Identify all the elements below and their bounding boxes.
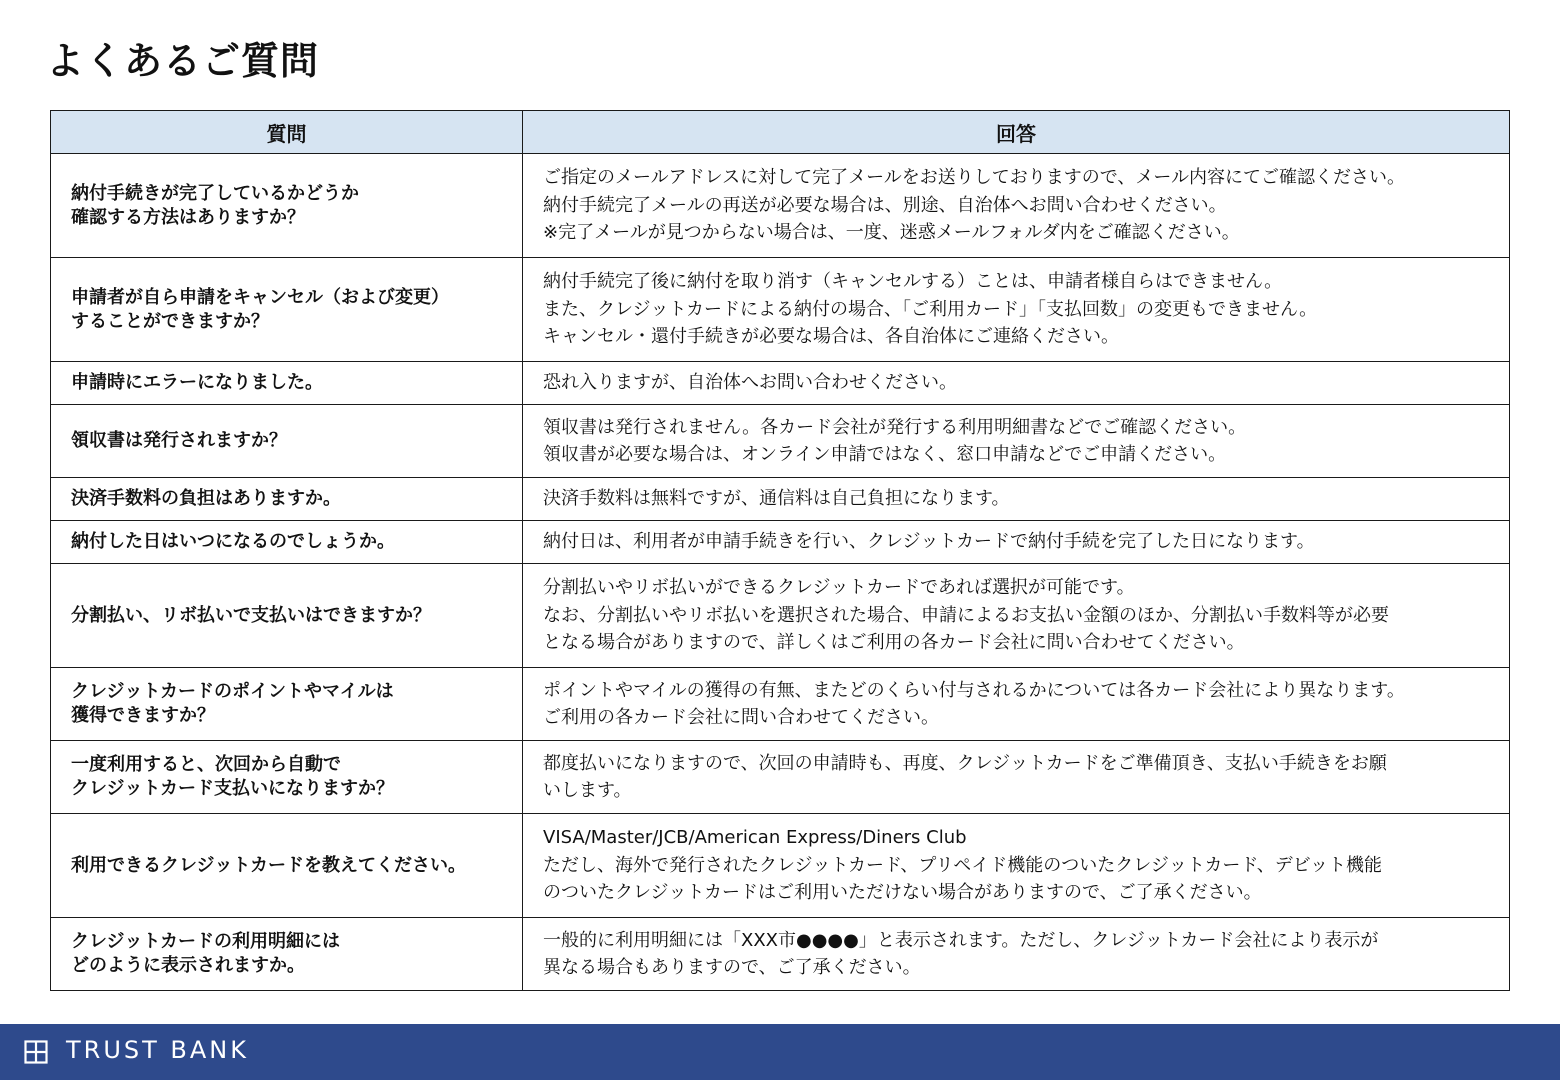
answer-line: ポイントやマイルの獲得の有無、またどのくらい付与されるかについては各カード会社により異なります。 <box>543 679 1405 701</box>
faq-question <box>51 668 523 741</box>
faq-row <box>51 154 1510 258</box>
faq-row <box>51 258 1510 362</box>
faq-question <box>51 362 523 405</box>
answer-line: 一般的に利用明細には「XXX市●●●●」と表示されます。ただし、クレジットカード会社により表示が <box>543 929 1379 951</box>
answer-line: VISA/Master/JCB/American Express/Diners Club <box>543 827 967 849</box>
faq-question <box>51 154 523 258</box>
answer-line: 納付日は、利用者が申請手続きを行い、クレジットカードで納付手続を完了した日になります。 <box>543 531 1315 553</box>
faq-row <box>51 362 1510 405</box>
trust-bank-logo-icon <box>24 1040 48 1064</box>
faq-question <box>51 814 523 918</box>
question-line: することができますか？ <box>71 310 269 332</box>
faq-question <box>51 564 523 668</box>
question-line: 確認する方法はありますか？ <box>71 206 305 228</box>
faq-answer <box>523 521 1510 564</box>
answer-line: のついたクレジットカードはご利用いただけない場合がありますので、ご了承ください。 <box>543 882 1262 904</box>
faq-answer <box>523 258 1510 362</box>
answer-line: ※完了メールが見つからない場合は、一度、迷惑メールフォルダ内をご確認ください。 <box>543 222 1240 244</box>
faq-answer <box>523 741 1510 814</box>
question-line: クレジットカードのポイントやマイルは <box>71 681 394 702</box>
answer-line: 領収書が必要な場合は、オンライン申請ではなく、窓口申請などでご申請ください。 <box>543 444 1227 465</box>
answer-line: となる場合がありますので、詳しくはご利用の各カード会社に問い合わせてください。 <box>543 632 1245 654</box>
answer-line: 納付手続完了メールの再送が必要な場合は、別途、自治体へお問い合わせください。 <box>543 194 1227 216</box>
question-line: クレジットカード支払いになりますか？ <box>71 778 395 799</box>
question-column-header: 質問 <box>51 111 523 154</box>
faq-row <box>51 918 1510 991</box>
faq-answer <box>523 918 1510 991</box>
answer-line: キャンセル・還付手続きが必要な場合は、各自治体にご連絡ください。 <box>543 326 1119 348</box>
faq-header-row <box>51 111 1510 154</box>
faq-row <box>51 814 1510 918</box>
faq-answer <box>523 564 1510 668</box>
question-line: 納付した日はいつになるのでしょうか。 <box>71 531 395 552</box>
faq-question <box>51 478 523 521</box>
answer-line: 恐れ入りますが、自治体へお問い合わせください。 <box>543 372 957 394</box>
question-line: 納付手続きが完了しているかどうか <box>71 182 359 204</box>
question-line: 申請者が自ら申請をキャンセル（および変更） <box>71 286 449 308</box>
faq-answer <box>523 362 1510 405</box>
faq-answer <box>523 814 1510 918</box>
question-line: 利用できるクレジットカードを教えてください。 <box>71 854 467 876</box>
answer-line: ご利用の各カード会社に問い合わせてください。 <box>543 707 939 728</box>
faq-question <box>51 741 523 814</box>
answer-line: ご指定のメールアドレスに対して完了メールをお送りしておりますので、メール内容にてご確認ください。 <box>543 167 1406 189</box>
question-line: どのように表示されますか。 <box>71 955 305 976</box>
answer-line: 領収書は発行されません。各カード会社が発行する利用明細書などでご確認ください。 <box>543 416 1247 438</box>
faq-question <box>51 258 523 362</box>
answer-line: いします。 <box>543 780 632 801</box>
faq-question <box>51 521 523 564</box>
question-line: 一度利用すると、次回から自動で <box>71 754 341 775</box>
answer-line: また、クレジットカードによる納付の場合、「ご利用カード」「支払回数」の変更もできません。 <box>543 298 1318 320</box>
faq-answer <box>523 668 1510 741</box>
answer-line: 異なる場合もありますので、ご了承ください。 <box>543 957 921 978</box>
faq-table <box>50 110 1510 991</box>
faq-row <box>51 405 1510 478</box>
faq-answer <box>523 405 1510 478</box>
faq-question <box>51 405 523 478</box>
question-line: 分割払い、リボ払いで支払いはできますか？ <box>71 604 431 626</box>
faq-row <box>51 741 1510 814</box>
faq-row <box>51 478 1510 521</box>
answer-column-header: 回答 <box>523 111 1510 154</box>
faq-answer <box>523 154 1510 258</box>
question-line: 申請時にエラーになりました。 <box>71 372 323 393</box>
faq-question <box>51 918 523 991</box>
faq-row <box>51 668 1510 741</box>
faq-answer <box>523 478 1510 521</box>
answer-line: 決済手数料は無料ですが、通信料は自己負担になります。 <box>543 488 1010 510</box>
question-line: 決済手数料の負担はありますか。 <box>71 488 341 509</box>
footer-bar <box>0 1024 1560 1080</box>
question-line: 領収書は発行されますか？ <box>71 430 287 451</box>
answer-line: 都度払いになりますので、次回の申請時も、再度、クレジットカードをご準備頂き、支払い手続きをお願 <box>543 752 1387 774</box>
question-line: 獲得できますか？ <box>71 705 215 726</box>
answer-line: なお、分割払いやリボ払いを選択された場合、申請によるお支払い金額のほか、分割払い手数料等が必要 <box>543 604 1389 626</box>
faq-row <box>51 521 1510 564</box>
answer-line: ただし、海外で発行されたクレジットカード、プリペイド機能のついたクレジットカード、デビット機能 <box>543 854 1382 876</box>
answer-line: 納付手続完了後に納付を取り消す（キャンセルする）ことは、申請者様自らはできません。 <box>543 271 1283 293</box>
answer-line: 分割払いやリボ払いができるクレジットカードであれば選択が可能です。 <box>543 577 1135 599</box>
page-title: よくあるご質問 <box>46 39 320 83</box>
question-line: クレジットカードの利用明細には <box>71 931 341 952</box>
faq-row <box>51 564 1510 668</box>
brand-name: TRUST BANK <box>66 1036 249 1064</box>
